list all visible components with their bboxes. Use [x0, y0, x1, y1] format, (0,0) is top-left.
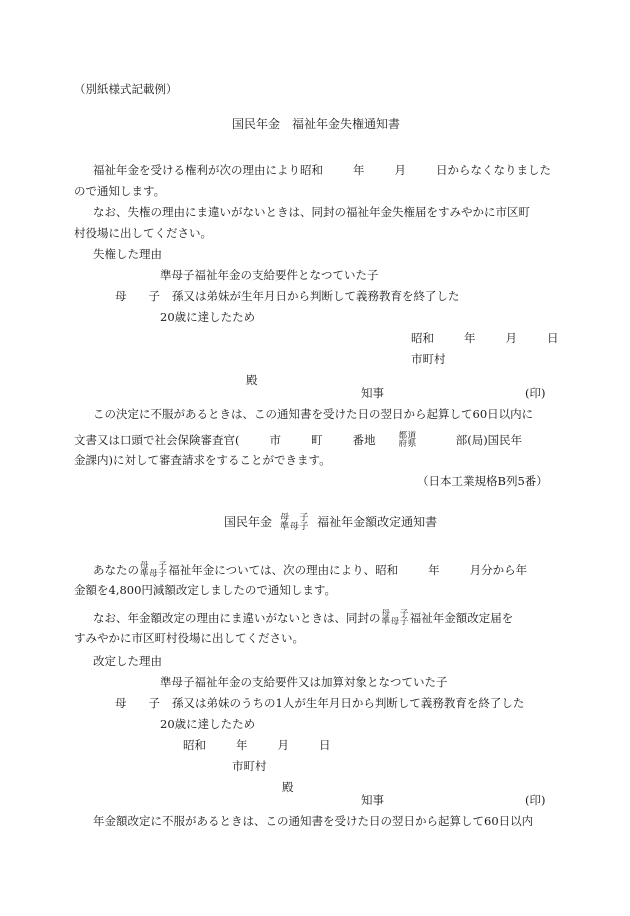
notice1-date-line	[411, 333, 559, 345]
notice1-category-left: 母	[115, 289, 127, 303]
notice2-para2-stack	[382, 610, 409, 628]
notice2-dono: 殿	[282, 780, 294, 794]
notice2-appeal-line1: 年金額改定に不服があるときは、この通知書を受けた日の翌日から起算して60日以内	[93, 814, 534, 828]
notice1-seal: (印)	[525, 386, 546, 400]
notice1-reason-heading: 失権した理由	[93, 247, 162, 261]
notice2-para1-line1	[93, 562, 527, 580]
notice1-title-main: 福祉年金失権通知書	[292, 117, 401, 131]
notice2-para1-a: あなたの	[93, 562, 139, 577]
label-fuken: 府県	[398, 439, 417, 450]
notice2-para2-b: 福祉年金額改定届を	[409, 610, 514, 625]
notice2-getsu: 月	[277, 738, 289, 752]
notice2-seal: (印)	[525, 793, 546, 807]
notice2-municipality: 市町村	[232, 759, 267, 773]
notice2-nichi: 日	[319, 738, 331, 752]
appeal-text-a: 文書又は口頭で社会保険審査官(	[74, 432, 240, 447]
label-getsu: 月	[394, 163, 406, 177]
notice2-title-stack	[280, 513, 309, 532]
notice2-date-line	[183, 740, 331, 752]
notice2-reason-2: 20歳に達したため	[160, 717, 256, 731]
para1-text-a: 福祉年金を受ける権利が次の理由により昭和	[93, 163, 323, 177]
notice1-appeal-line1: この決定に不服があるときは、この通知書を受けた日の翌日から起算して60日以内に	[93, 407, 534, 421]
notice1-category-right: 子	[148, 289, 160, 303]
notice1-reason-1: 孫又は弟妹が生年月日から判断して義務教育を終了した	[172, 289, 460, 303]
notice2-reason-1-row	[115, 698, 524, 710]
notice2-para2-stack-bottom: 準母子	[381, 617, 409, 628]
appeal-text-b: 部(局)国民年	[455, 432, 523, 447]
notice2-para1-stack-bottom: 準母子	[140, 569, 168, 580]
notice2-category-right: 子	[148, 696, 160, 710]
notice2-category-left: 母	[115, 696, 127, 710]
notice2-para1-stack-top: 母 子	[140, 560, 168, 571]
notice2-para2-stack-top: 母 子	[381, 608, 409, 619]
notice1-era: 昭和	[411, 331, 434, 345]
notice2-para1-stack	[140, 562, 167, 580]
notice1-municipality: 市町村	[411, 352, 446, 366]
para1-text-b: 日からなくなりました	[436, 163, 551, 177]
notice2-reason-0: 準母子福祉年金の支給要件又は加算対象となつていた子	[160, 675, 448, 689]
label-nen: 年	[353, 163, 365, 177]
notice1-para1-line2: ので通知します。	[74, 184, 166, 198]
label-todo: 都道	[398, 430, 417, 441]
notice2-para1-b: 福祉年金については、次の理由により、昭和	[168, 562, 399, 577]
notice1-title-prefix: 国民年金	[232, 117, 281, 131]
notice1-appeal-line2	[74, 432, 522, 450]
notice1-para1-line1	[93, 165, 551, 177]
notice1-getsu: 月	[505, 331, 517, 345]
notice2-para1-c: 月分から年	[469, 562, 528, 577]
label-machi: 町	[311, 432, 323, 447]
todofuken-stack	[399, 432, 417, 450]
notice2-title	[224, 513, 437, 532]
notice1-reason-0: 準母子福祉年金の支給要件となつていた子	[160, 268, 379, 282]
notice1-para2-line2: 村役場に出してください。	[74, 226, 212, 240]
paper-spec: （日本工業規格B列5番）	[417, 474, 548, 488]
notice2-nen: 年	[236, 738, 248, 752]
notice1-appeal-line3: 金課内)に対して審査請求をすることができます。	[74, 453, 331, 467]
notice1-para2-line1: なお、失権の理由にま違いがないときは、同封の福祉年金失権届をすみやかに市区町	[93, 205, 530, 219]
notice2-title-stack-bottom: 準母子	[280, 521, 310, 533]
notice2-para2-line2: すみやかに市区町村役場に出してください。	[74, 631, 304, 645]
notice2-reason-1: 孫又は弟妹のうちの1人が生年月日から判断して義務教育を終了した	[172, 696, 525, 710]
form-annotation: （別紙様式記載例）	[74, 82, 178, 96]
notice2-title-stack-top: 母 子	[280, 511, 310, 523]
label-banchi: 番地	[352, 432, 376, 447]
notice2-title-prefix: 国民年金	[224, 515, 273, 530]
label-shi: 市	[269, 432, 281, 447]
notice1-nen: 年	[464, 331, 476, 345]
notice2-governor: 知事	[361, 793, 384, 807]
notice1-dono: 殿	[246, 373, 258, 387]
notice2-title-main: 福祉年金額改定通知書	[317, 515, 438, 530]
notice2-para2-line1	[93, 610, 513, 628]
notice1-title	[232, 118, 400, 130]
notice2-era: 昭和	[183, 738, 206, 752]
notice2-para2-a: なお、年金額改定の理由にま違いがないときは、同封の	[93, 610, 381, 625]
notice2-reason-heading: 改定した理由	[93, 654, 162, 668]
notice1-governor: 知事	[361, 386, 384, 400]
notice2-label-nen: 年	[428, 562, 440, 577]
notice1-reason-2: 20歳に達したため	[160, 310, 256, 324]
notice2-para1-line2: 金額を4,800円減額改定しましたので通知します。	[74, 583, 336, 597]
notice1-reason-1-row	[115, 291, 460, 303]
notice1-nichi: 日	[547, 331, 559, 345]
